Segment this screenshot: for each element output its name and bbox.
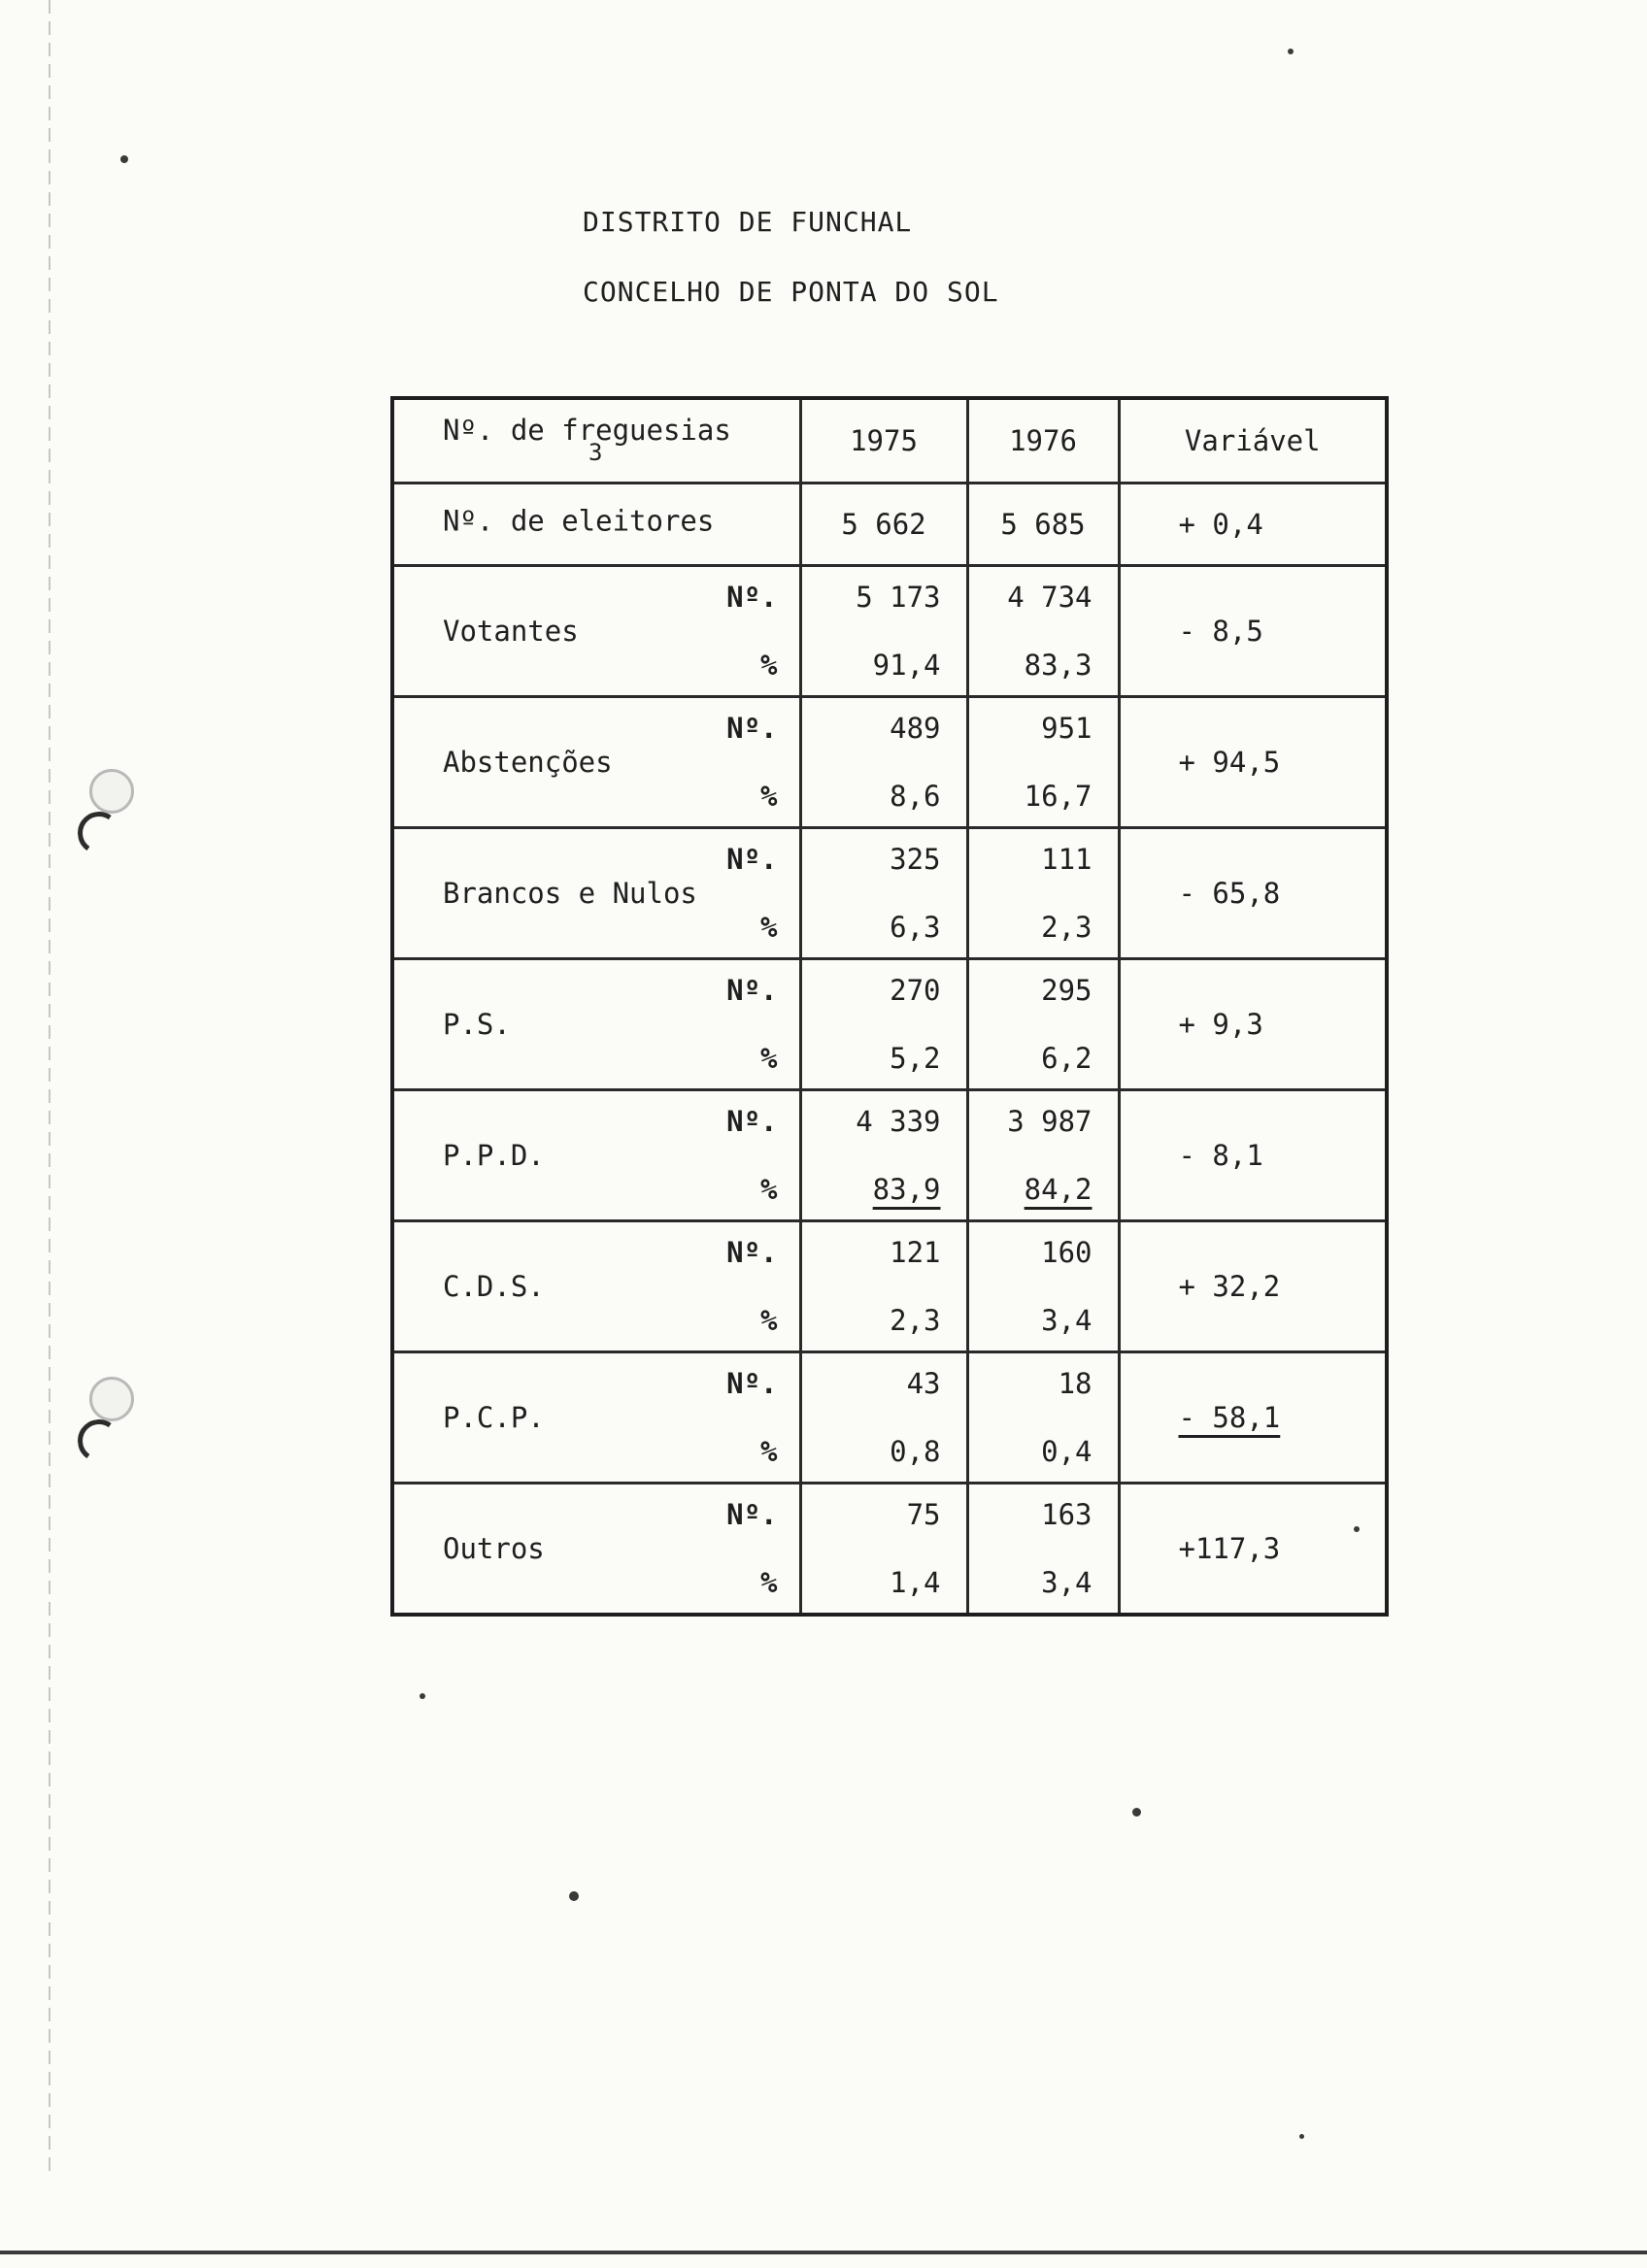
ink-speck [569, 1891, 579, 1901]
row-label: P.C.P. [443, 1401, 545, 1434]
votantes-p-1975: 91,4 [872, 649, 941, 682]
ps-n-1976: 295 [1041, 974, 1092, 1007]
cds-n-1975: 121 [890, 1236, 941, 1269]
variable-header: Variável [1119, 398, 1387, 484]
percent-sub-label: % [760, 1042, 778, 1075]
punch-hole-icon [89, 1377, 134, 1421]
table-row [392, 828, 1387, 959]
ppd-n-1976: 3 987 [1007, 1105, 1092, 1138]
ppd-p-1976: 84,2 [1024, 1173, 1092, 1206]
bottom-edge-rule [0, 2251, 1647, 2254]
ps-p-1976: 6,2 [1041, 1042, 1092, 1075]
percent-sub-label: % [760, 780, 778, 813]
freguesias-count: 3 [588, 439, 603, 466]
pcp-variavel: - 58,1 [1178, 1401, 1281, 1434]
votantes-n-1975: 5 173 [856, 581, 941, 614]
ppd-variavel: - 8,1 [1119, 1090, 1387, 1221]
district-title: DISTRITO DE FUNCHAL [583, 206, 913, 238]
row-label: Votantes [443, 615, 579, 648]
table-row [392, 959, 1387, 1090]
outros-n-1975: 75 [906, 1498, 941, 1531]
punch-hole-icon [89, 769, 134, 814]
pcp-n-1976: 18 [1058, 1367, 1092, 1400]
eleitores-variavel: + 0,4 [1119, 484, 1387, 566]
punch-hole-shadow-icon [75, 1417, 124, 1466]
table-row [392, 1484, 1387, 1616]
percent-sub-label: % [760, 649, 778, 682]
number-sub-label: Nº. [726, 581, 778, 614]
ink-speck [1132, 1808, 1141, 1817]
brancos-n-1976: 111 [1041, 843, 1092, 876]
row-label: Outros [443, 1532, 545, 1565]
freguesias-label: Nº. de freguesias [443, 414, 731, 447]
abstencoes-n-1976: 951 [1041, 712, 1092, 745]
brancos-n-1975: 325 [890, 843, 941, 876]
outros-n-1976: 163 [1041, 1498, 1092, 1531]
year-1976-header: 1976 [967, 398, 1119, 484]
ink-speck [120, 155, 128, 163]
votantes-p-1976: 83,3 [1024, 649, 1092, 682]
eleitores-1976: 5 685 [967, 484, 1119, 566]
table-row [392, 484, 1387, 566]
number-sub-label: Nº. [726, 712, 778, 745]
percent-sub-label: % [760, 1435, 778, 1468]
percent-sub-label: % [760, 1304, 778, 1337]
table-row [392, 1352, 1387, 1484]
brancos-p-1976: 2,3 [1041, 911, 1092, 944]
number-sub-label: Nº. [726, 974, 778, 1007]
number-sub-label: Nº. [726, 1367, 778, 1400]
table-row [392, 1221, 1387, 1352]
number-sub-label: Nº. [726, 843, 778, 876]
votantes-n-1976: 4 734 [1007, 581, 1092, 614]
pcp-p-1975: 0,8 [890, 1435, 941, 1468]
brancos-variavel: - 65,8 [1119, 828, 1387, 959]
percent-sub-label: % [760, 911, 778, 944]
margin-rule [49, 0, 50, 2175]
punch-hole-shadow-icon [75, 809, 124, 858]
pcp-p-1976: 0,4 [1041, 1435, 1092, 1468]
votantes-variavel: - 8,5 [1119, 566, 1387, 697]
table-row [392, 1090, 1387, 1221]
ppd-n-1975: 4 339 [856, 1105, 941, 1138]
outros-p-1975: 1,4 [890, 1566, 941, 1599]
row-label: P.S. [443, 1008, 511, 1041]
eleitores-1975: 5 662 [800, 484, 967, 566]
eleitores-label: Nº. de eleitores [443, 504, 715, 538]
percent-sub-label: % [760, 1566, 778, 1599]
ink-speck [420, 1693, 425, 1699]
abstencoes-variavel: + 94,5 [1119, 697, 1387, 828]
abstencoes-p-1976: 16,7 [1024, 780, 1092, 813]
number-sub-label: Nº. [726, 1105, 778, 1138]
election-results-table [390, 396, 1389, 1617]
outros-variavel: +117,3 [1119, 1484, 1387, 1616]
row-label: Brancos e Nulos [443, 877, 697, 910]
municipality-title: CONCELHO DE PONTA DO SOL [583, 276, 999, 308]
cds-p-1975: 2,3 [890, 1304, 941, 1337]
row-label: Abstenções [443, 746, 613, 779]
percent-sub-label: % [760, 1173, 778, 1206]
outros-p-1976: 3,4 [1041, 1566, 1092, 1599]
row-label: P.P.D. [443, 1139, 545, 1172]
number-sub-label: Nº. [726, 1236, 778, 1269]
cds-n-1976: 160 [1041, 1236, 1092, 1269]
year-1975-header: 1975 [800, 398, 967, 484]
ps-variavel: + 9,3 [1119, 959, 1387, 1090]
cds-variavel: + 32,2 [1119, 1221, 1387, 1352]
ink-speck [1299, 2134, 1304, 2139]
pcp-n-1975: 43 [906, 1367, 941, 1400]
table-header-row [392, 398, 1387, 484]
table-row [392, 566, 1387, 697]
abstencoes-p-1975: 8,6 [890, 780, 941, 813]
ps-p-1975: 5,2 [890, 1042, 941, 1075]
brancos-p-1975: 6,3 [890, 911, 941, 944]
row-label: C.D.S. [443, 1270, 545, 1303]
ppd-p-1975: 83,9 [872, 1173, 941, 1206]
table-row [392, 697, 1387, 828]
abstencoes-n-1975: 489 [890, 712, 941, 745]
ps-n-1975: 270 [890, 974, 941, 1007]
freguesias-header-cell [392, 398, 800, 484]
cds-p-1976: 3,4 [1041, 1304, 1092, 1337]
ink-speck [1288, 49, 1294, 54]
number-sub-label: Nº. [726, 1498, 778, 1531]
